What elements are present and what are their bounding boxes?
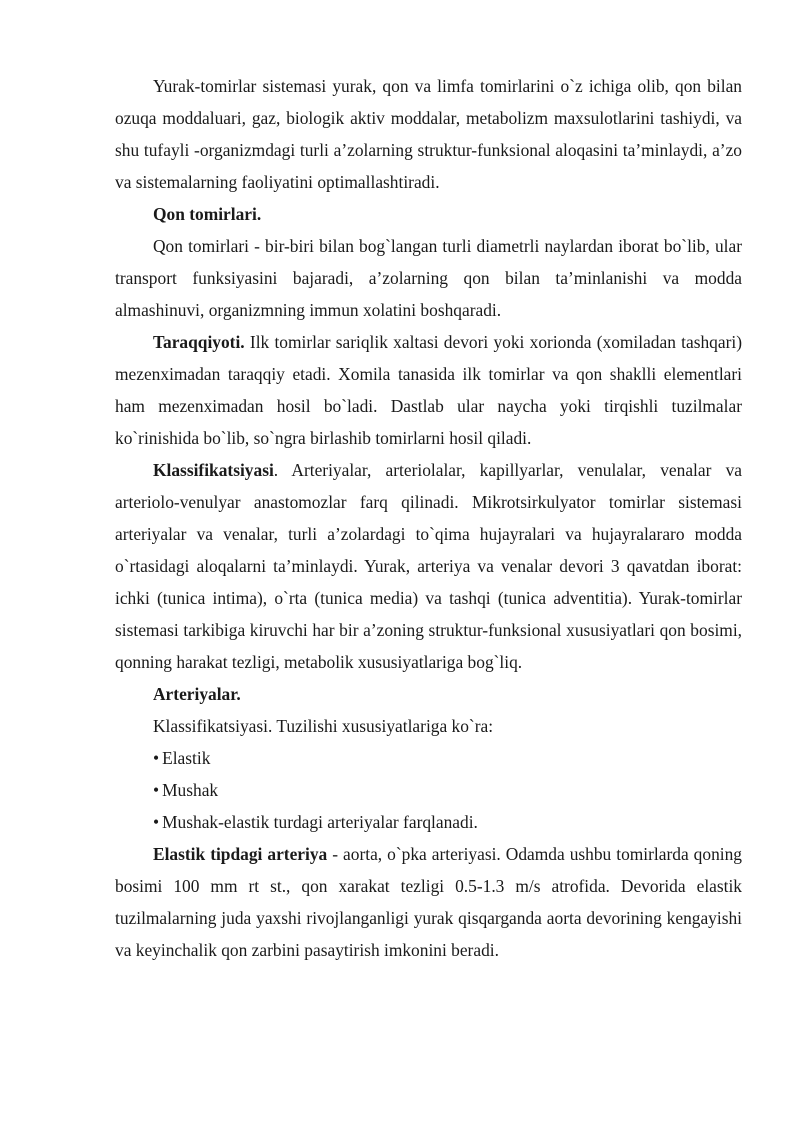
qon-tomirlari-paragraph: Qon tomirlari - bir-biri bilan bog`langan turli diametrli naylardan iborat bo`lib, ular transport funksiyasini bajaradi, a’zolarning qon bilan ta’minlanishi va modda almashinuvi, organizmning immun xolatini boshqaradi. [115,236,742,320]
list-item-text: Elastik [162,748,211,768]
klassifikatsiyasi-term: Klassifikatsiyasi [153,460,274,480]
list-item [115,806,742,838]
bullet-icon: • [153,748,160,768]
elastik-term: Elastik tipdagi arteriya [153,844,328,864]
list-item-text: Mushak [162,780,219,800]
list-item-text: Mushak-elastik turdagi arteriyalar farqlanadi. [162,812,478,832]
taraqqiyoti-text: Ilk tomirlar sariqlik xaltasi devori yoki xorionda (xomiladan tashqari) mezenximadan taraqqiy etadi. Xomila tanasida ilk tomirlar va qon shaklli elementlari ham mezenximadan hosil bo`ladi. Dastlab ular naycha yoki tirqishli tuzilmalar ko`rinishida bo`lib, so`ngra birlashib tomirlarni hosil qiladi. [115,332,742,448]
elastik-text: - aorta, o`pka arteriyasi. Odamda ushbu tomirlarda qoning bosimi 100 mm rt st., qon xarakat tezligi 0.5-1.3 m/s atrofida. Devorida elastik tuzilmalarning juda yaxshi rivojlanganligi yurak qisqarganda aorta devorining kengayishi va keyinchalik qon zarbini pasaytirish imkonini beradi. [115,844,742,960]
elastik-paragraph [115,838,742,966]
list-item [115,774,742,806]
arteriyalar-klass-paragraph: Klassifikatsiyasi. Tuzilishi xususiyatlariga ko`ra: [153,716,494,736]
taraqqiyoti-term: Taraqqiyoti. [153,332,245,352]
klassifikatsiyasi-text: . Arteriyalar, arteriolalar, kapillyarlar, venulalar, venalar va arteriolo-venulyar anastomozlar farq qilinadi. Mikrotsirkulyator tomirlar sistemasi arteriyalar va venalar, turli a’zolardagi to`qima hujayralari va hujayralararo modda o`rtasidagi aloqalarni ta’minlaydi. Yurak, arteriya va venalar devori 3 qavatdan iborat: ichki (tunica intima), o`rta (tunica media) va tashqi (tunica adventitia). Yurak-tomirlar sistemasi tarkibiga kiruvchi har bir a’zoning struktur-funksional xususiyatlari qon bosimi, qonning harakat tezligi, metabolik xususiyatlariga bog`liq. [115,460,742,672]
klassifikatsiyasi-paragraph [115,454,742,678]
heading-arteriyalar: Arteriyalar. [153,684,241,704]
bullet-icon: • [153,812,160,832]
intro-paragraph: Yurak-tomirlar sistemasi yurak, qon va limfa tomirlarini o`z ichiga olib, qon bilan ozuqa moddaluari, gaz, biologik aktiv moddalar, metabolizm maxsulotlarini tashiydi, va shu tufayli -organizmdagi turli a’zolarning struktur-funksional aloqasini ta’minlaydi, a’zo va sistemalarning faoliyatini optimallashtiradi. [115,76,742,192]
bullet-icon: • [153,780,160,800]
taraqqiyoti-paragraph [115,326,742,454]
document-page [115,70,742,966]
heading-qon-tomirlari: Qon tomirlari. [153,204,262,224]
list-item [115,742,742,774]
